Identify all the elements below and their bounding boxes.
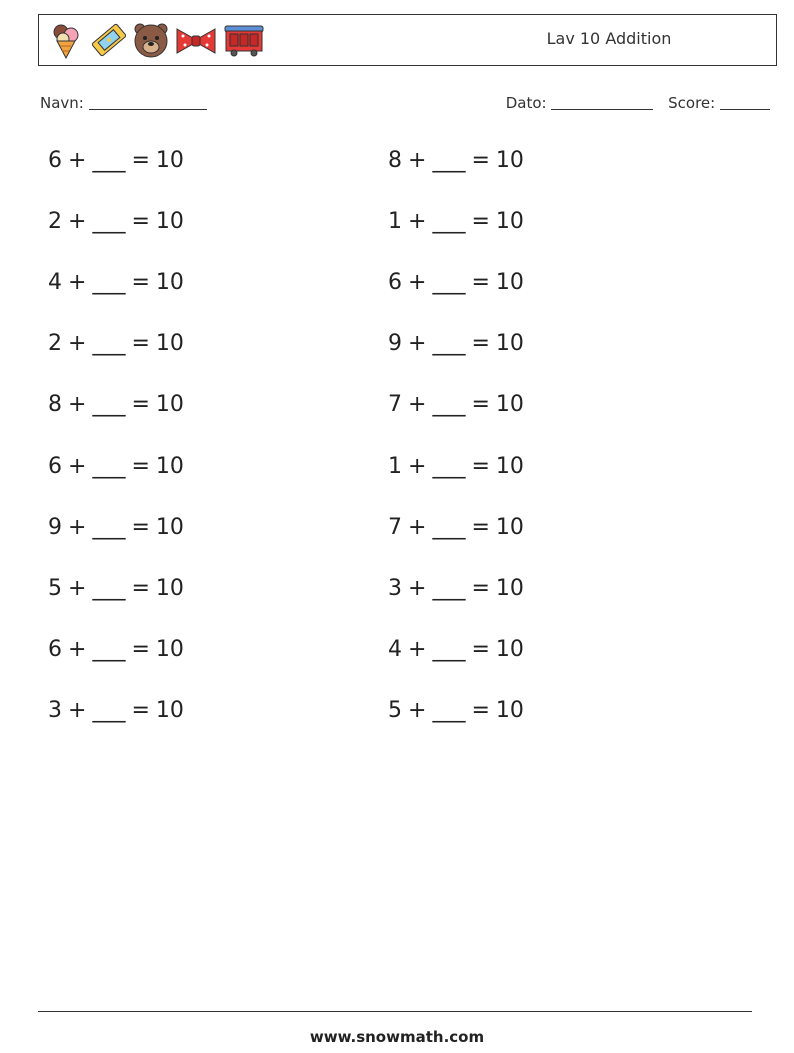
operator: + bbox=[408, 697, 427, 723]
problem-left-1 bbox=[48, 148, 184, 173]
answer-blank[interactable]: ___ bbox=[432, 514, 466, 540]
operator: + bbox=[68, 148, 87, 173]
sum: 10 bbox=[155, 453, 184, 479]
sum: 10 bbox=[495, 575, 524, 601]
answer-blank[interactable]: ___ bbox=[92, 697, 126, 723]
problem-right-6 bbox=[388, 454, 524, 479]
worksheet-title: Lav 10 Addition bbox=[546, 29, 672, 48]
addend: 5 bbox=[48, 575, 62, 601]
footer-divider bbox=[38, 1011, 752, 1012]
answer-blank[interactable]: ___ bbox=[92, 575, 126, 601]
worksheet-header bbox=[38, 14, 777, 66]
sum: 10 bbox=[155, 575, 184, 601]
sum: 10 bbox=[155, 148, 184, 173]
operator: + bbox=[68, 270, 87, 296]
addend: 2 bbox=[48, 331, 62, 357]
addend: 9 bbox=[48, 514, 62, 540]
problem-right-1 bbox=[388, 148, 524, 173]
equals-sign: = bbox=[131, 514, 150, 540]
answer-blank[interactable]: ___ bbox=[432, 636, 466, 662]
sum: 10 bbox=[155, 514, 184, 540]
problem-left-7 bbox=[48, 515, 184, 540]
answer-blank[interactable]: ___ bbox=[432, 453, 466, 479]
sum: 10 bbox=[495, 270, 524, 296]
problem-right-7 bbox=[388, 515, 524, 540]
ticket-icon bbox=[91, 21, 127, 59]
sum: 10 bbox=[155, 636, 184, 662]
addend: 8 bbox=[48, 392, 62, 418]
operator: + bbox=[68, 209, 87, 235]
equals-sign: = bbox=[131, 148, 150, 173]
addend: 9 bbox=[388, 331, 402, 357]
problem-right-10 bbox=[388, 698, 524, 723]
problem-right-3 bbox=[388, 270, 524, 295]
problem-left-6 bbox=[48, 454, 184, 479]
equals-sign: = bbox=[471, 514, 490, 540]
problem-right-4 bbox=[388, 331, 524, 356]
operator: + bbox=[408, 209, 427, 235]
answer-blank[interactable]: ___ bbox=[92, 270, 126, 296]
date-blank[interactable] bbox=[551, 109, 653, 110]
problem-right-2 bbox=[388, 209, 524, 234]
addend: 1 bbox=[388, 453, 402, 479]
problem-left-3 bbox=[48, 270, 184, 295]
answer-blank[interactable]: ___ bbox=[92, 392, 126, 418]
addend: 5 bbox=[388, 697, 402, 723]
equals-sign: = bbox=[131, 270, 150, 296]
sum: 10 bbox=[155, 697, 184, 723]
equals-sign: = bbox=[471, 331, 490, 357]
addend: 6 bbox=[48, 453, 62, 479]
score-label: Score: bbox=[668, 94, 716, 112]
problem-left-8 bbox=[48, 576, 184, 601]
answer-blank[interactable]: ___ bbox=[432, 331, 466, 357]
operator: + bbox=[68, 697, 87, 723]
problem-left-2 bbox=[48, 209, 184, 234]
answer-blank[interactable]: ___ bbox=[432, 148, 466, 173]
operator: + bbox=[408, 514, 427, 540]
operator: + bbox=[68, 392, 87, 418]
operator: + bbox=[408, 453, 427, 479]
date-label: Dato: bbox=[505, 94, 547, 112]
name-label: Navn: bbox=[40, 94, 84, 112]
answer-blank[interactable]: ___ bbox=[432, 392, 466, 418]
equals-sign: = bbox=[131, 392, 150, 418]
equals-sign: = bbox=[471, 270, 490, 296]
addend: 4 bbox=[388, 636, 402, 662]
equals-sign: = bbox=[471, 575, 490, 601]
addend: 8 bbox=[388, 148, 402, 173]
footer-website: www.snowmath.com bbox=[309, 1028, 485, 1046]
addend: 7 bbox=[388, 392, 402, 418]
operator: + bbox=[408, 636, 427, 662]
problem-left-9 bbox=[48, 637, 184, 662]
addend: 7 bbox=[388, 514, 402, 540]
date-score-fields bbox=[506, 94, 770, 112]
operator: + bbox=[408, 270, 427, 296]
bow-tie-icon bbox=[175, 21, 217, 59]
answer-blank[interactable]: ___ bbox=[92, 636, 126, 662]
operator: + bbox=[68, 575, 87, 601]
problem-left-5 bbox=[48, 392, 184, 417]
answer-blank[interactable]: ___ bbox=[92, 148, 126, 173]
equals-sign: = bbox=[471, 392, 490, 418]
sum: 10 bbox=[155, 331, 184, 357]
addend: 3 bbox=[388, 575, 402, 601]
operator: + bbox=[68, 514, 87, 540]
operator: + bbox=[68, 636, 87, 662]
problem-right-8 bbox=[388, 576, 524, 601]
addend: 6 bbox=[388, 270, 402, 296]
answer-blank[interactable]: ___ bbox=[92, 209, 126, 235]
bear-icon bbox=[133, 21, 169, 59]
sum: 10 bbox=[155, 209, 184, 235]
score-blank[interactable] bbox=[720, 109, 770, 110]
equals-sign: = bbox=[131, 453, 150, 479]
sum: 10 bbox=[495, 453, 524, 479]
equals-sign: = bbox=[471, 636, 490, 662]
operator: + bbox=[68, 453, 87, 479]
equals-sign: = bbox=[131, 209, 150, 235]
addend: 1 bbox=[388, 209, 402, 235]
addend: 6 bbox=[48, 148, 62, 173]
addend: 4 bbox=[48, 270, 62, 296]
sum: 10 bbox=[495, 636, 524, 662]
answer-blank[interactable]: ___ bbox=[432, 697, 466, 723]
sum: 10 bbox=[495, 392, 524, 418]
name-blank[interactable] bbox=[89, 109, 207, 110]
equals-sign: = bbox=[131, 575, 150, 601]
header-icons bbox=[49, 21, 265, 61]
answer-blank[interactable]: ___ bbox=[432, 270, 466, 296]
equals-sign: = bbox=[471, 209, 490, 235]
answer-blank[interactable]: ___ bbox=[92, 453, 126, 479]
problem-left-10 bbox=[48, 698, 184, 723]
equals-sign: = bbox=[131, 636, 150, 662]
equals-sign: = bbox=[471, 453, 490, 479]
operator: + bbox=[408, 148, 427, 173]
equals-sign: = bbox=[131, 331, 150, 357]
problem-left-4 bbox=[48, 331, 184, 356]
ice-cream-icon bbox=[49, 21, 85, 59]
operator: + bbox=[408, 575, 427, 601]
addend: 3 bbox=[48, 697, 62, 723]
answer-blank[interactable]: ___ bbox=[432, 575, 466, 601]
sum: 10 bbox=[495, 331, 524, 357]
sum: 10 bbox=[495, 209, 524, 235]
answer-blank[interactable]: ___ bbox=[432, 209, 466, 235]
sum: 10 bbox=[155, 270, 184, 296]
operator: + bbox=[68, 331, 87, 357]
equals-sign: = bbox=[471, 697, 490, 723]
sum: 10 bbox=[495, 514, 524, 540]
train-car-icon bbox=[223, 21, 265, 59]
equals-sign: = bbox=[471, 148, 490, 173]
sum: 10 bbox=[495, 148, 524, 173]
equals-sign: = bbox=[131, 697, 150, 723]
operator: + bbox=[408, 331, 427, 357]
problem-right-5 bbox=[388, 392, 524, 417]
name-field bbox=[40, 94, 207, 112]
sum: 10 bbox=[155, 392, 184, 418]
operator: + bbox=[408, 392, 427, 418]
problem-right-9 bbox=[388, 637, 524, 662]
addend: 2 bbox=[48, 209, 62, 235]
answer-blank[interactable]: ___ bbox=[92, 514, 126, 540]
sum: 10 bbox=[495, 697, 524, 723]
answer-blank[interactable]: ___ bbox=[92, 331, 126, 357]
addend: 6 bbox=[48, 636, 62, 662]
